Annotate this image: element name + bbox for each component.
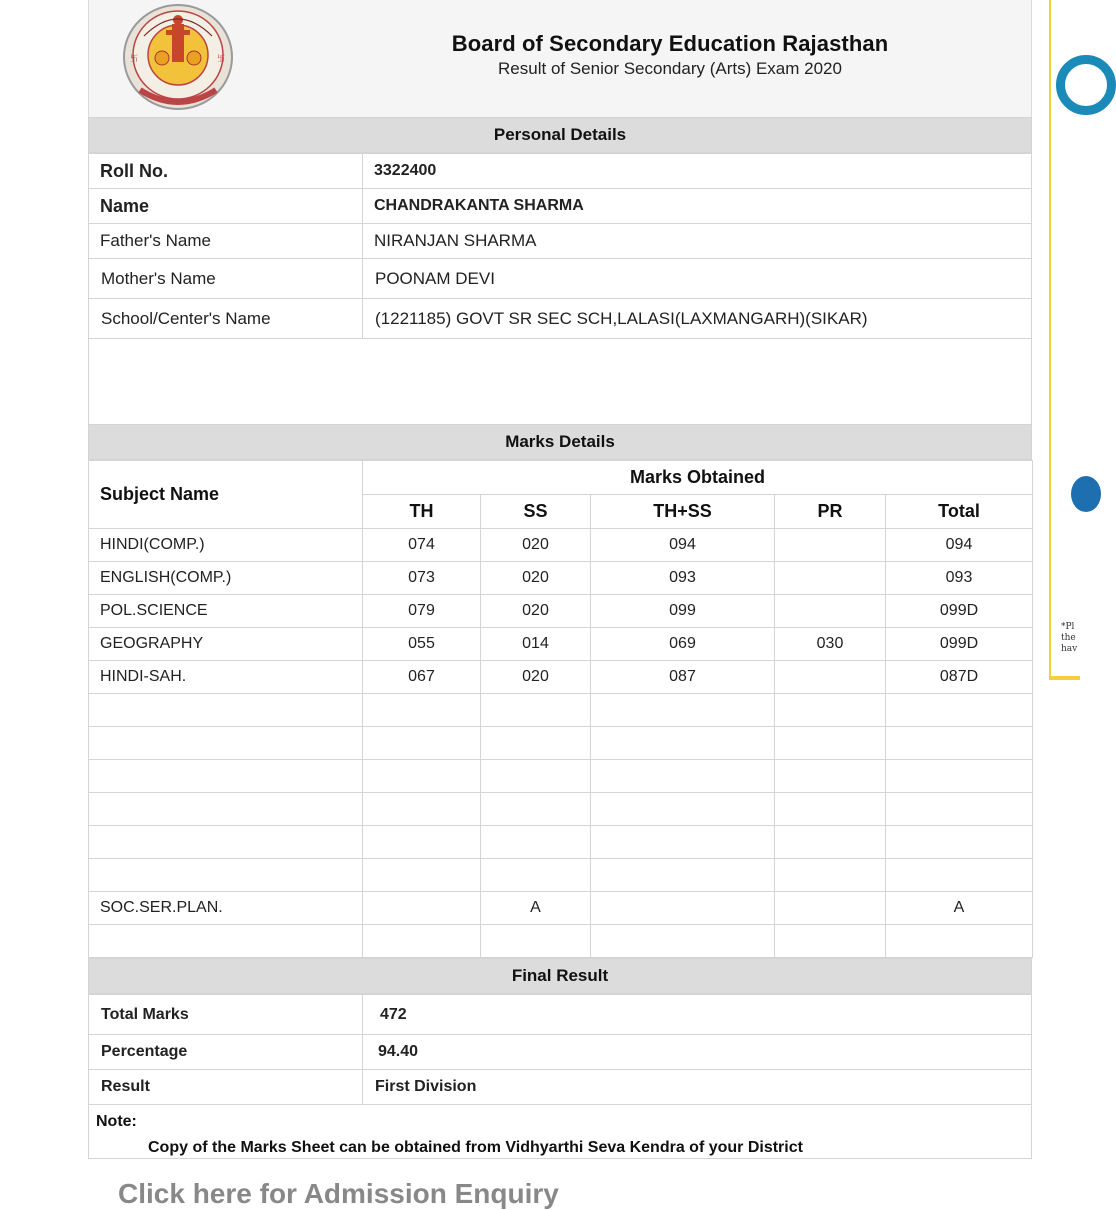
table-row <box>89 1035 1032 1070</box>
result-value: First Division <box>363 1070 1032 1105</box>
board-seal-logo <box>122 2 234 110</box>
marks-cell <box>363 859 481 892</box>
table-row <box>89 995 1032 1035</box>
table-row <box>89 760 1033 793</box>
subject-cell <box>89 760 363 793</box>
marks-cell <box>775 760 886 793</box>
marks-cell <box>775 826 886 859</box>
marks-cell: 020 <box>481 562 591 595</box>
marks-cell <box>886 826 1033 859</box>
father-name-value: NIRANJAN SHARMA <box>363 224 1032 259</box>
table-row <box>89 727 1033 760</box>
subject-cell: ENGLISH(COMP.) <box>89 562 363 595</box>
marks-cell <box>481 793 591 826</box>
marks-cell: 087 <box>591 661 775 694</box>
marks-cell: 020 <box>481 595 591 628</box>
marks-cell <box>363 760 481 793</box>
column-header-ss: SS <box>481 495 591 529</box>
marks-cell <box>481 826 591 859</box>
note-label: Note: <box>96 1113 137 1130</box>
marks-cell <box>886 793 1033 826</box>
marks-cell: 074 <box>363 529 481 562</box>
school-name-value: (1221185) GOVT SR SEC SCH,LALASI(LAXMANGARH)(SIKAR) <box>363 299 1032 339</box>
marks-cell <box>591 826 775 859</box>
marks-cell <box>775 925 886 958</box>
subject-cell <box>89 727 363 760</box>
subject-cell <box>89 925 363 958</box>
marks-cell <box>363 826 481 859</box>
marks-cell: 069 <box>591 628 775 661</box>
total-marks-label: Total Marks <box>89 995 363 1035</box>
marks-cell: 094 <box>591 529 775 562</box>
marks-cell: 087D <box>886 661 1033 694</box>
marks-table <box>88 460 1033 958</box>
marks-cell <box>591 892 775 925</box>
name-label: Name <box>89 189 363 224</box>
ad-text-line: hav <box>1061 644 1078 654</box>
mother-name-label: Mother's Name <box>89 259 363 299</box>
marks-cell <box>886 925 1033 958</box>
marks-cell <box>363 892 481 925</box>
table-row <box>89 529 1033 562</box>
marks-cell <box>591 793 775 826</box>
marks-cell: 030 <box>775 628 886 661</box>
marks-cell <box>591 925 775 958</box>
total-marks-value: 472 <box>363 995 1032 1035</box>
table-row <box>89 826 1033 859</box>
note-box <box>88 1105 1032 1159</box>
exam-title: Result of Senior Secondary (Arts) Exam 2020 <box>498 59 842 78</box>
marks-cell <box>775 892 886 925</box>
column-header-th: TH <box>363 495 481 529</box>
percentage-value: 94.40 <box>363 1035 1032 1070</box>
marks-cell: 099 <box>591 595 775 628</box>
roll-no-value: 3322400 <box>363 154 1032 189</box>
marks-cell: 020 <box>481 529 591 562</box>
table-header-row <box>89 461 1033 495</box>
marks-cell <box>481 694 591 727</box>
result-label: Result <box>89 1070 363 1105</box>
final-result-table <box>88 994 1032 1105</box>
marks-cell <box>886 694 1033 727</box>
result-header <box>88 0 1032 117</box>
table-row <box>89 925 1033 958</box>
ad-ring-graphic <box>1056 55 1116 115</box>
marks-cell <box>591 760 775 793</box>
table-row <box>89 793 1033 826</box>
marks-cell <box>591 694 775 727</box>
personal-details-heading: Personal Details <box>88 117 1032 153</box>
marks-cell: 094 <box>886 529 1033 562</box>
marks-cell: 055 <box>363 628 481 661</box>
name-value: CHANDRAKANTA SHARMA <box>363 189 1032 224</box>
svg-text:卐: 卐 <box>217 54 225 63</box>
column-header-th-ss: TH+SS <box>591 495 775 529</box>
subject-name-header: Subject Name <box>89 461 363 529</box>
marks-cell <box>886 727 1033 760</box>
marks-cell <box>481 760 591 793</box>
ad-dot-graphic <box>1071 476 1101 512</box>
marks-cell <box>481 925 591 958</box>
personal-details-table <box>88 153 1032 339</box>
marks-cell <box>775 562 886 595</box>
board-title: Board of Secondary Education Rajasthan <box>451 31 889 56</box>
marks-cell <box>775 793 886 826</box>
subject-cell <box>89 826 363 859</box>
table-row <box>89 859 1033 892</box>
marks-cell: A <box>481 892 591 925</box>
table-row <box>89 661 1033 694</box>
table-row <box>89 224 1032 259</box>
subject-cell: HINDI(COMP.) <box>89 529 363 562</box>
roll-no-label: Roll No. <box>89 154 363 189</box>
note-text: Copy of the Marks Sheet can be obtained from Vidhyarthi Seva Kendra of your District <box>148 1139 803 1156</box>
marks-cell <box>363 793 481 826</box>
marks-cell <box>591 859 775 892</box>
marks-cell <box>591 727 775 760</box>
result-sheet <box>88 0 1032 1159</box>
marks-cell <box>775 529 886 562</box>
table-row <box>89 299 1032 339</box>
marks-cell: 093 <box>591 562 775 595</box>
ad-text <box>1061 622 1077 655</box>
marks-cell <box>363 694 481 727</box>
marks-details-heading: Marks Details <box>88 424 1032 460</box>
table-row <box>89 694 1033 727</box>
marks-cell: 099D <box>886 595 1033 628</box>
table-row <box>89 154 1032 189</box>
table-row <box>89 892 1033 925</box>
marks-cell <box>775 595 886 628</box>
marks-cell <box>481 727 591 760</box>
marks-cell: 073 <box>363 562 481 595</box>
table-row <box>89 628 1033 661</box>
marks-cell: A <box>886 892 1033 925</box>
table-row <box>89 259 1032 299</box>
blank-spacer <box>88 339 1032 424</box>
marks-cell: 079 <box>363 595 481 628</box>
ad-text-line: *Pl <box>1061 622 1075 632</box>
marks-cell <box>775 694 886 727</box>
subject-cell: HINDI-SAH. <box>89 661 363 694</box>
school-name-label: School/Center's Name <box>89 299 363 339</box>
marks-cell <box>886 760 1033 793</box>
marks-cell <box>775 661 886 694</box>
marks-cell: 014 <box>481 628 591 661</box>
marks-obtained-header: Marks Obtained <box>363 461 1033 495</box>
subject-cell: SOC.SER.PLAN. <box>89 892 363 925</box>
column-header-total: Total <box>886 495 1033 529</box>
table-row <box>89 595 1033 628</box>
marks-cell <box>886 859 1033 892</box>
marks-cell <box>363 925 481 958</box>
subject-cell: POL.SCIENCE <box>89 595 363 628</box>
marks-cell <box>775 727 886 760</box>
subject-cell <box>89 859 363 892</box>
final-result-heading: Final Result <box>88 958 1032 994</box>
ad-text-line: the <box>1061 633 1076 643</box>
marks-cell: 099D <box>886 628 1033 661</box>
father-name-label: Father's Name <box>89 224 363 259</box>
marks-cell <box>363 727 481 760</box>
marks-cell: 093 <box>886 562 1033 595</box>
percentage-label: Percentage <box>89 1035 363 1070</box>
marks-cell: 020 <box>481 661 591 694</box>
marks-cell <box>481 859 591 892</box>
mother-name-value: POONAM DEVI <box>363 259 1032 299</box>
marks-cell <box>775 859 886 892</box>
side-advertisement[interactable] <box>1049 0 1080 680</box>
subject-cell: GEOGRAPHY <box>89 628 363 661</box>
subject-cell <box>89 793 363 826</box>
table-row <box>89 562 1033 595</box>
table-row <box>89 1070 1032 1105</box>
subject-cell <box>89 694 363 727</box>
admission-enquiry-link[interactable]: Click here for Admission Enquiry <box>118 1178 559 1209</box>
marks-cell: 067 <box>363 661 481 694</box>
column-header-pr: PR <box>775 495 886 529</box>
svg-text:卐: 卐 <box>130 54 138 63</box>
table-row <box>89 189 1032 224</box>
